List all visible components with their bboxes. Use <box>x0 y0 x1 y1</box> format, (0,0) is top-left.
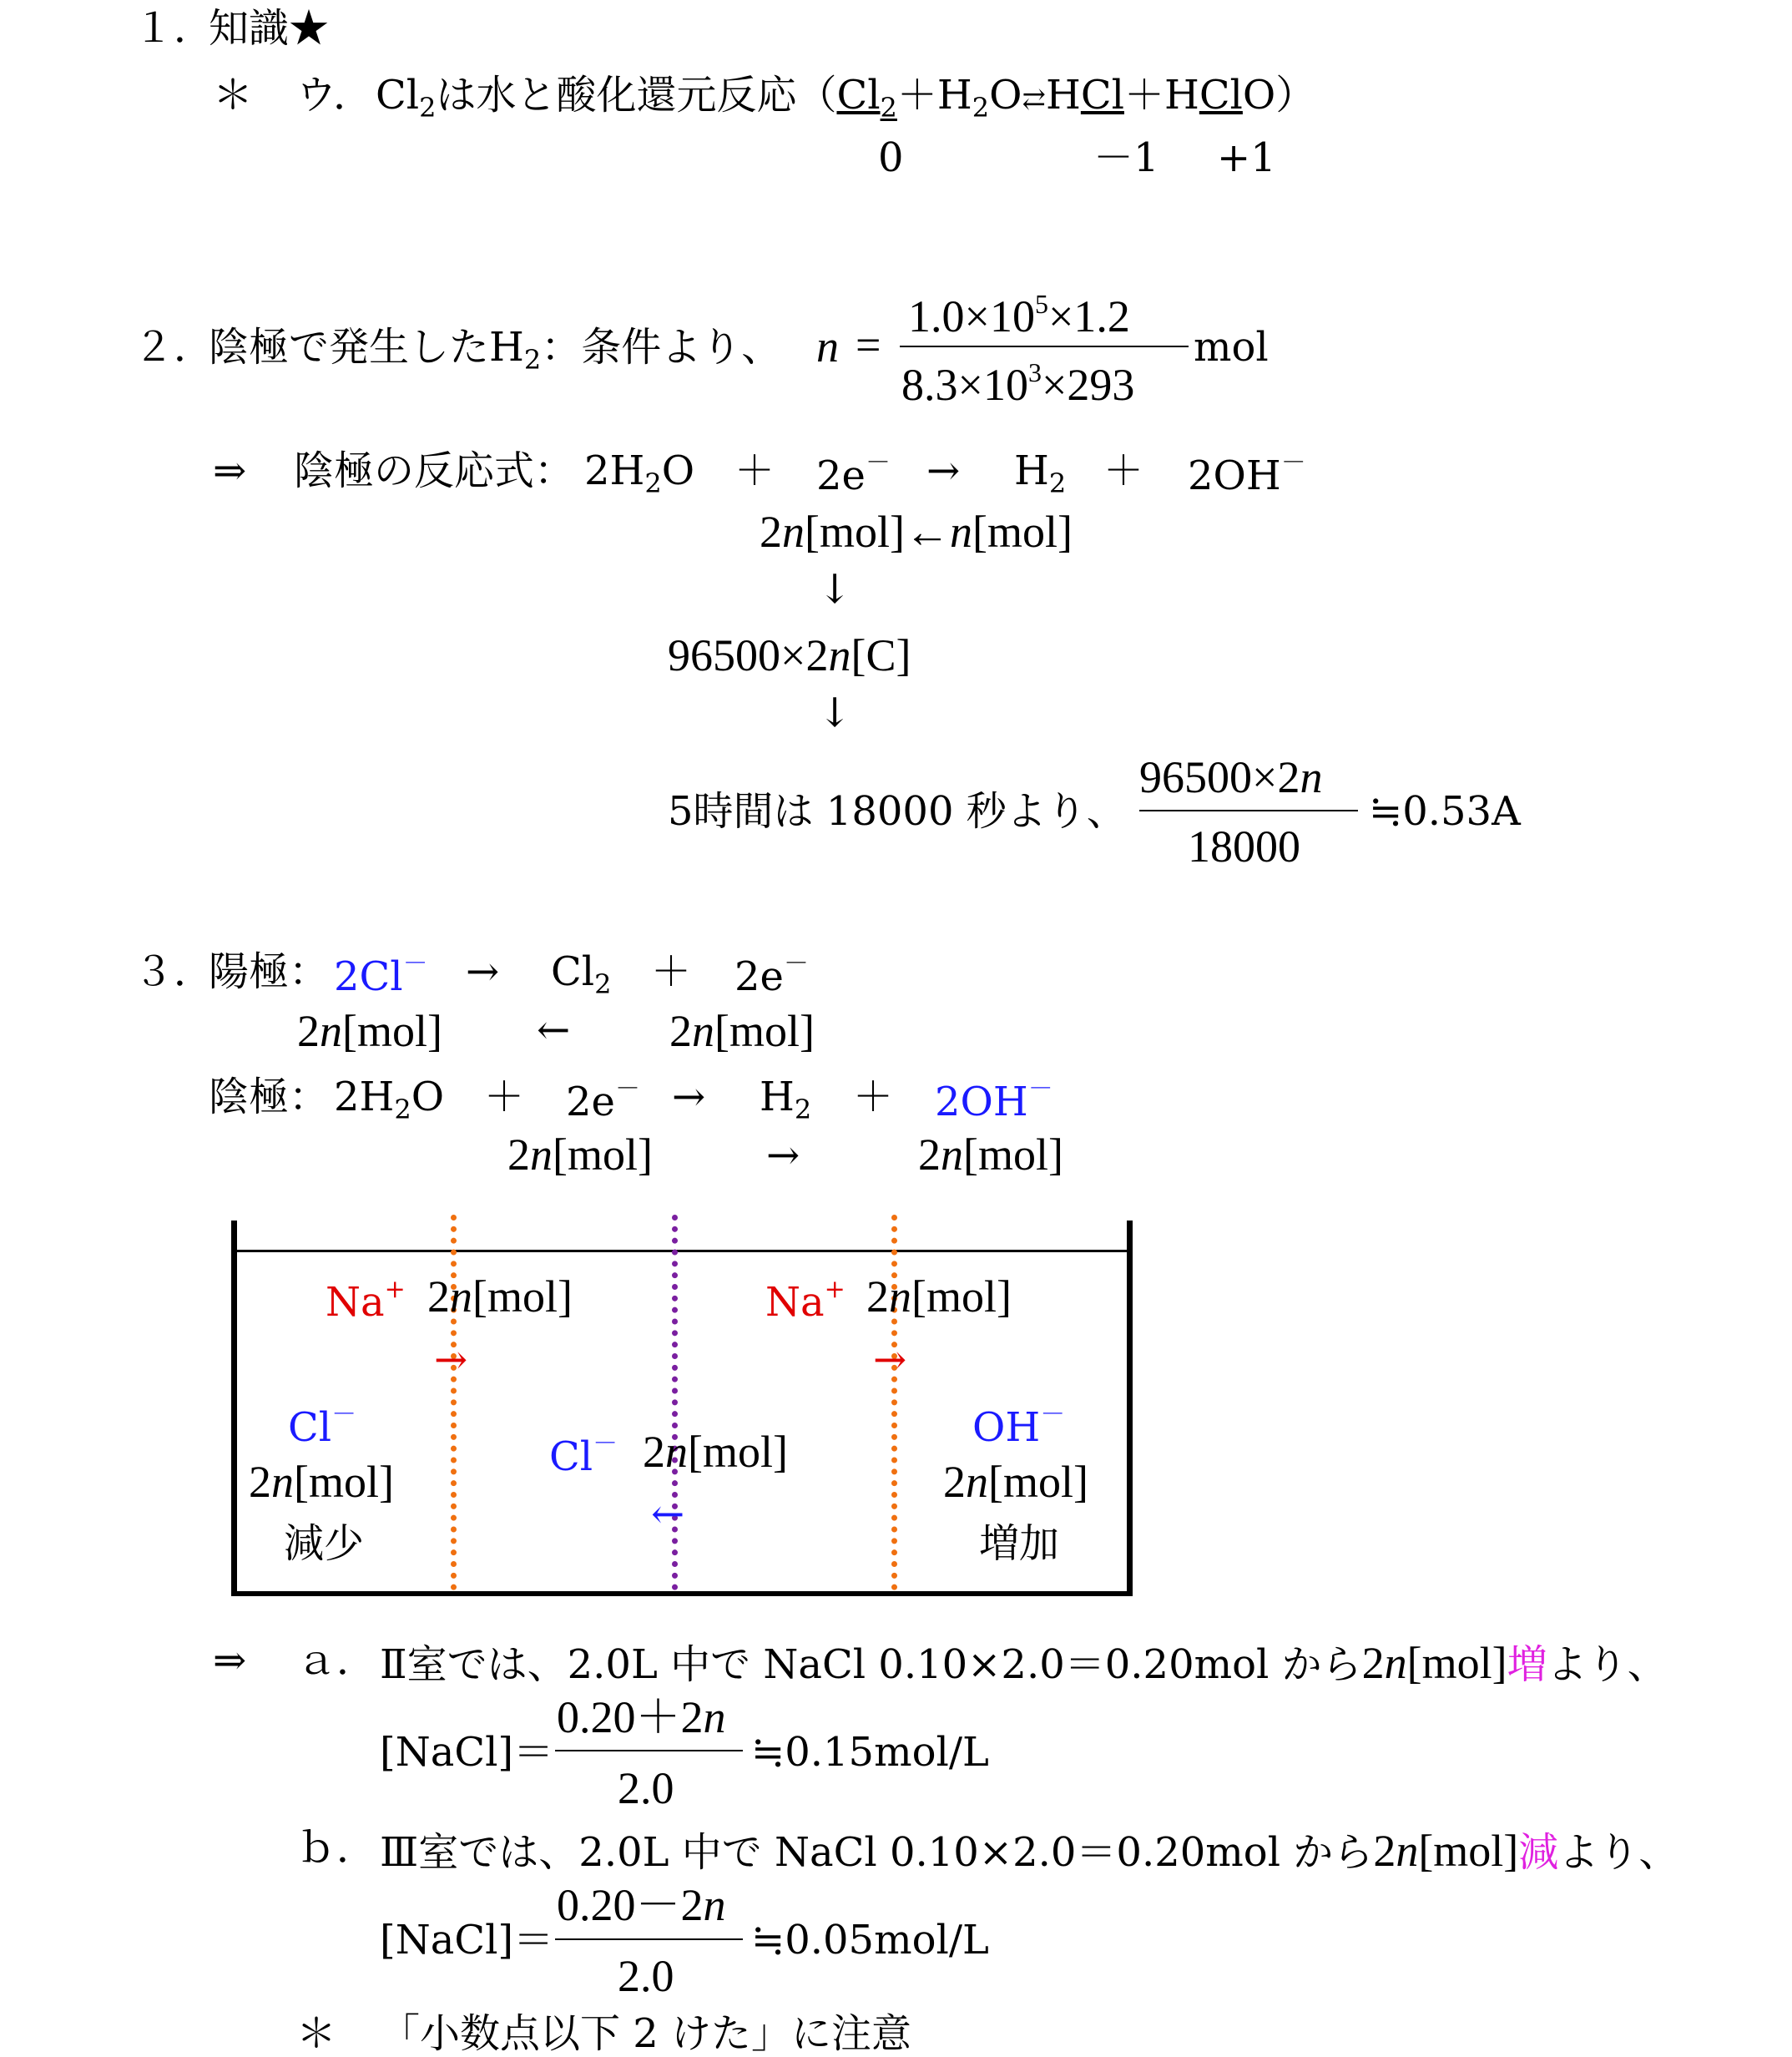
mol-fraction-bar <box>900 346 1189 347</box>
chloride-left-mol: 2n[mol] <box>249 1457 394 1507</box>
section-2-number: ２． <box>134 324 215 371</box>
oxidation-number-hcl: －1 <box>1093 134 1159 181</box>
answer-a-denominator: 2.0 <box>618 1763 674 1813</box>
answer-a-numerator: 0.20＋2n <box>557 1692 726 1742</box>
anode-reactant-chloride: 2Cl－ <box>334 949 428 1000</box>
cell-bottom <box>231 1591 1133 1596</box>
sodium-migration-arrow: → <box>873 1337 907 1383</box>
answer-a-text: Ⅱ室では、2.0L 中で NaCl 0.10×2.0＝0.20mol から2n[mol]増より、 <box>380 1638 1668 1688</box>
answer-b-result: ≒0.05mol/L <box>751 1917 989 1964</box>
oxidation-number-hclo: +1 <box>1217 134 1276 181</box>
sodium-ion-mol: 2n[mol] <box>866 1271 1012 1322</box>
note-star: ＊ <box>296 2010 337 2057</box>
plus-sign: ＋ <box>734 447 775 494</box>
answer-b-text: Ⅲ室では、2.0L 中で NaCl 0.10×2.0＝0.20mol から2n[mol]減より、 <box>380 1826 1679 1876</box>
cathode-product-hydroxide: 2OH－ <box>1188 448 1306 499</box>
hydroxide-increase-label: 増加 <box>979 1520 1060 1567</box>
implies-arrow: ⇒ <box>213 447 247 494</box>
section-3-number: ３． <box>134 948 215 995</box>
answer-a-lhs: [NaCl]＝ <box>380 1729 554 1776</box>
section-1-number: １． <box>134 5 215 52</box>
cathode-reaction-label: 陰極の反応式： <box>294 447 575 494</box>
mol-fraction-denominator: $8.3\times 10^3\times 293$ <box>901 357 1135 410</box>
mol-fraction-numerator: $1.0\times 10^5\times 1.2$ <box>908 289 1130 341</box>
down-arrow: ↓ <box>818 690 852 736</box>
section-1-title: 知識★ <box>209 5 330 52</box>
answer-b-numerator: 0.20－2n <box>557 1880 726 1930</box>
cathode-reactant-water: $2H_2O$ <box>334 1074 445 1125</box>
anode-product-cl2: $Cl_2$ <box>551 948 612 1000</box>
oxidation-number-cl2: 0 <box>878 134 904 181</box>
chloride-decrease-label: 減少 <box>284 1520 365 1567</box>
cathode-reactant-electron: 2e－ <box>816 448 891 499</box>
cathode-reactant-water: $2H_2O$ <box>584 447 695 499</box>
answer-a-fraction-bar <box>555 1750 743 1751</box>
item-label-u: ウ． <box>296 72 374 119</box>
cathode-mol-left: 2n[mol] <box>507 1130 653 1180</box>
h2-condition-text: 陰極で発生した$H_2$：条件より、 <box>209 324 782 376</box>
charge-expression: 96500×2n[C] <box>668 630 911 680</box>
left-arrow: ← <box>537 1007 571 1054</box>
hydroxide-right-mol: 2n[mol] <box>943 1457 1088 1507</box>
plus-sign: ＋ <box>853 1074 894 1120</box>
chloride-migration-arrow: ← <box>651 1491 685 1538</box>
plus-sign: ＋ <box>1103 447 1144 494</box>
reaction-arrow: → <box>926 447 961 494</box>
current-result: ≒0.53A <box>1369 788 1521 835</box>
sodium-migration-arrow: → <box>434 1337 468 1383</box>
cathode-product-h2: $H_2$ <box>760 1074 812 1125</box>
current-fraction-denominator: 18000 <box>1188 821 1300 872</box>
chloride-middle-mol: 2n[mol] <box>643 1427 788 1477</box>
sodium-ion-label: Na+ <box>765 1275 846 1326</box>
current-fraction-numerator: 96500×2n <box>1139 752 1323 802</box>
note-star: ＊ <box>213 72 254 119</box>
mol-relation: 2n[mol]←n[mol] <box>760 507 1073 557</box>
cathode-label: 陰極： <box>209 1074 330 1120</box>
answer-b-denominator: 2.0 <box>618 1951 674 2001</box>
chloride-left-label: Cl－ <box>288 1400 357 1451</box>
anode-product-electron: 2e－ <box>734 949 809 1000</box>
down-arrow: ↓ <box>818 566 852 613</box>
hydroxide-right-label: OH－ <box>972 1400 1066 1451</box>
reaction-arrow: → <box>672 1074 706 1120</box>
right-arrow: → <box>766 1132 800 1179</box>
variable-n: n <box>816 321 839 371</box>
current-fraction-bar <box>1139 810 1358 811</box>
cathode-product-h2: $H_2$ <box>1014 447 1067 499</box>
precision-note: 「小数点以下 2 けた」に注意 <box>380 2010 912 2057</box>
answer-a-label: ａ． <box>296 1637 377 1684</box>
anode-mol-left: 2n[mol] <box>297 1006 442 1056</box>
chloride-middle-label: Cl－ <box>549 1429 618 1480</box>
answer-b-lhs: [NaCl]＝ <box>380 1917 554 1964</box>
sodium-ion-label: Na+ <box>326 1275 406 1326</box>
answer-b-label: ｂ． <box>296 1825 377 1872</box>
plus-sign: ＋ <box>651 948 692 995</box>
mol-unit: mol <box>1194 324 1269 371</box>
anode-label: 陽極： <box>209 948 330 995</box>
implies-arrow: ⇒ <box>213 1637 247 1684</box>
reaction-description: $Cl_2$は水と酸化還元反応$(Cl_2+H_2O⇄HCl+HClO)$ <box>376 72 1316 124</box>
cell-left-wall <box>231 1221 237 1596</box>
plus-sign: ＋ <box>484 1074 525 1120</box>
reaction-arrow: → <box>466 948 500 995</box>
answer-a-result: ≒0.15mol/L <box>751 1729 989 1776</box>
sodium-ion-mol: 2n[mol] <box>427 1271 573 1322</box>
anode-mol-right: 2n[mol] <box>669 1006 815 1056</box>
cathode-product-hydroxide: 2OH－ <box>935 1074 1053 1125</box>
answer-b-fraction-bar <box>555 1938 743 1940</box>
liquid-surface <box>234 1250 1130 1252</box>
cathode-reactant-electron: 2e－ <box>566 1074 640 1125</box>
time-conversion-text: 5時間は 18000 秒より、 <box>668 788 1127 835</box>
cell-right-wall <box>1127 1221 1133 1596</box>
cathode-mol-right: 2n[mol] <box>918 1130 1063 1180</box>
equals-sign: = <box>856 320 881 370</box>
